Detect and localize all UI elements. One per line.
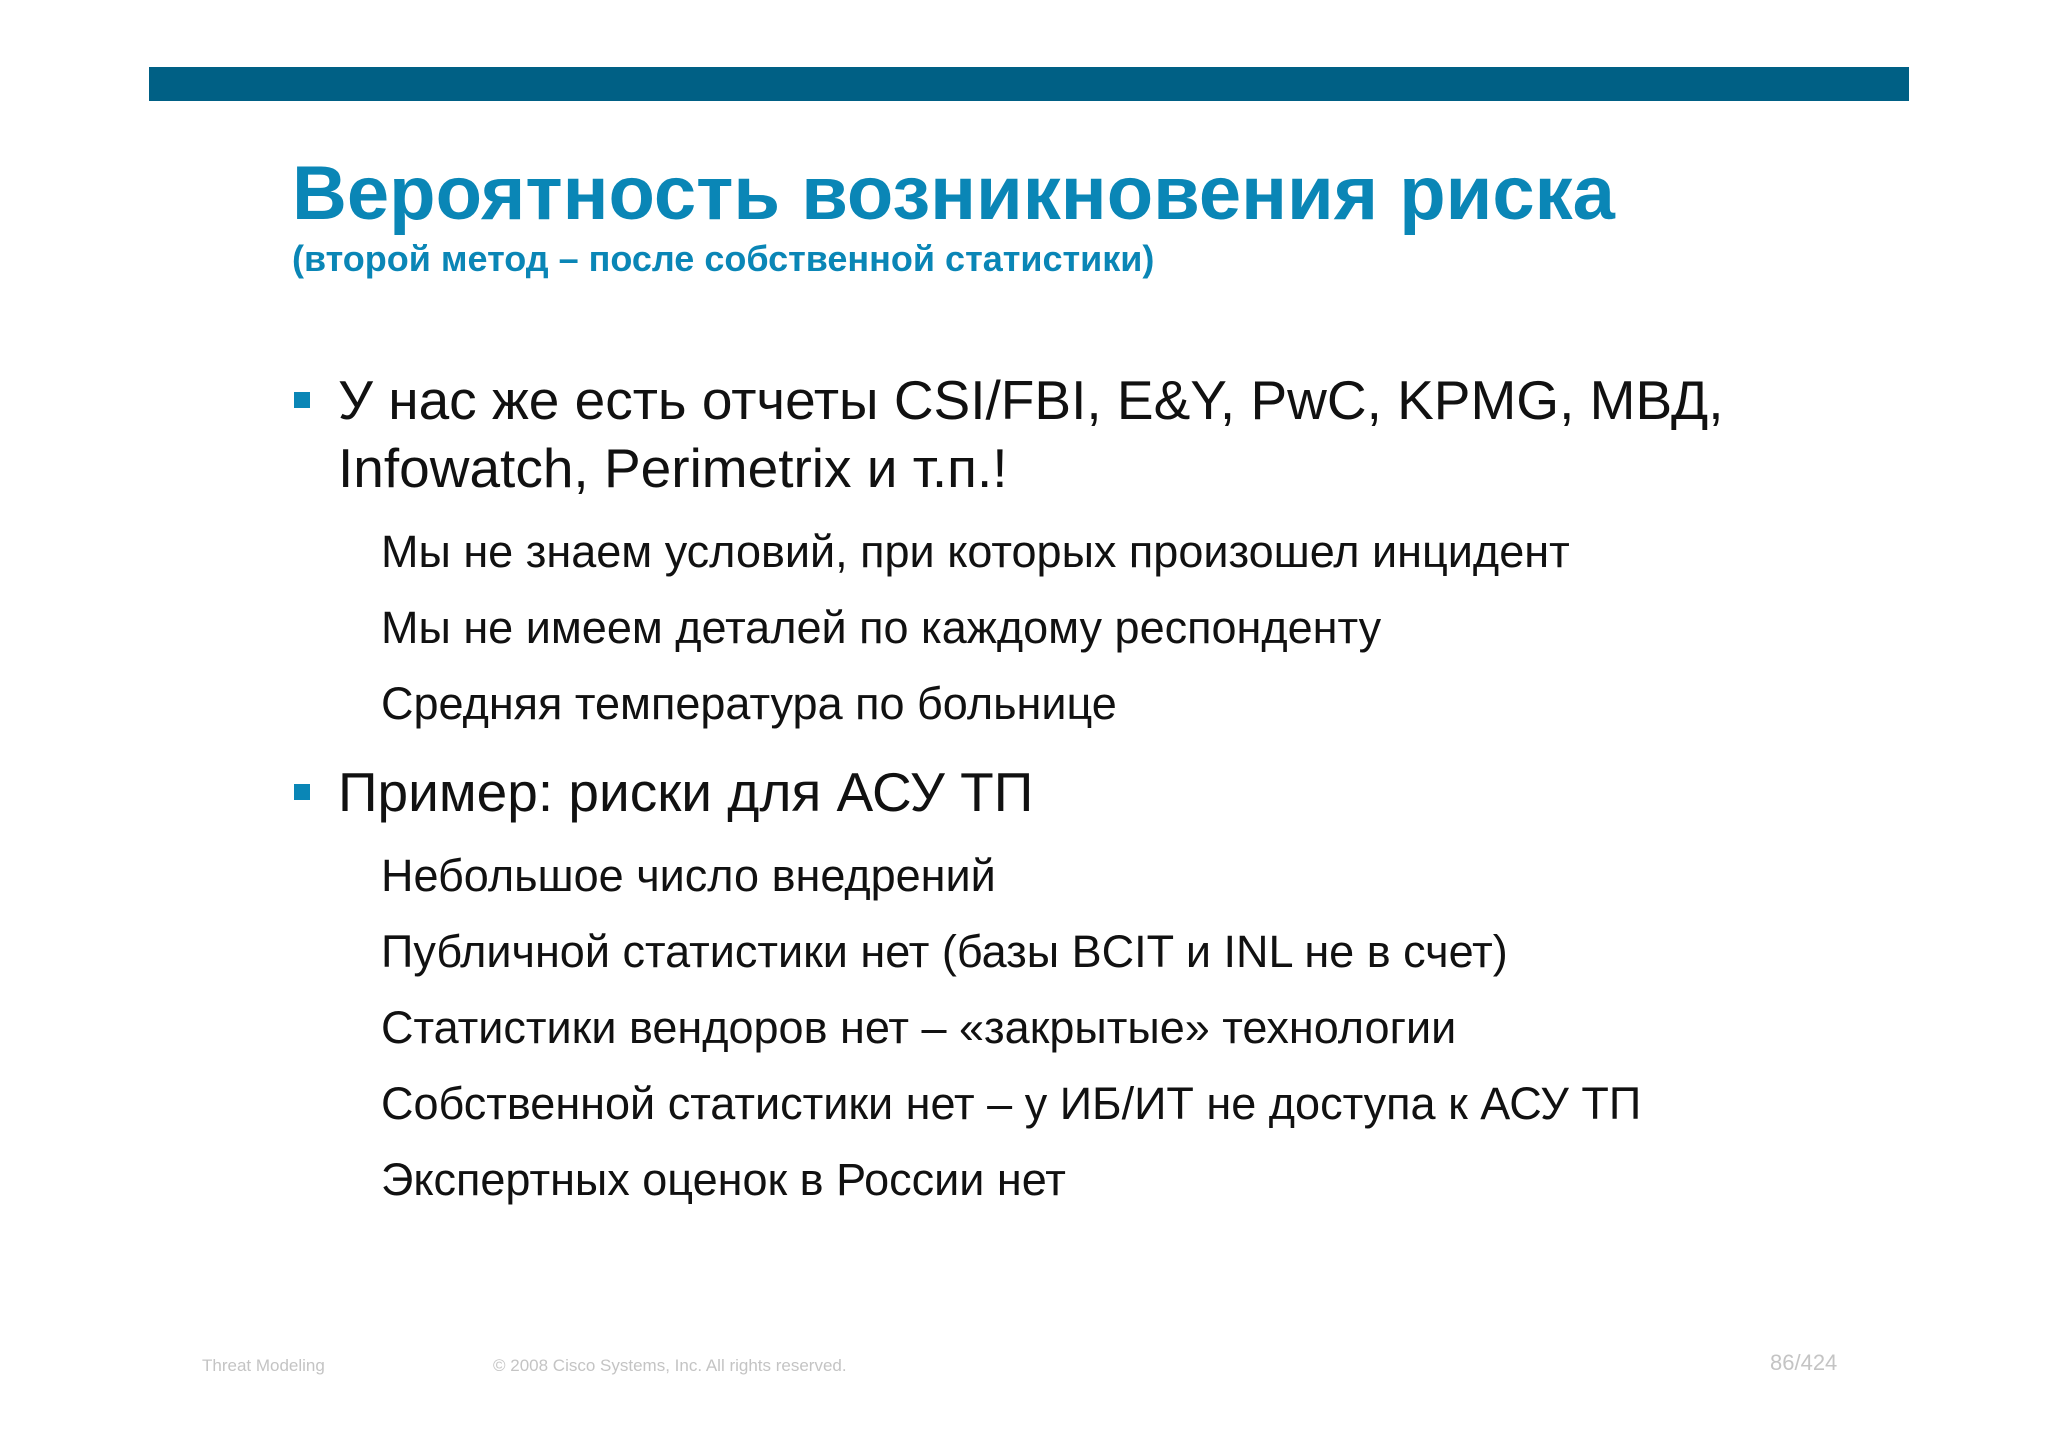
sub-item: Мы не имеем деталей по каждому респонденту: [381, 602, 1382, 653]
bullet-text: У нас же есть отчеты CSI/FBI, E&Y, PwC, KPMG, МВД, Infowatch, Perimetrix и т.п.!: [338, 369, 1724, 499]
sub-item: Мы не знаем условий, при которых произошел инцидент: [381, 526, 1570, 577]
sub-item: Собственной статистики нет – у ИБ/ИТ не доступа к АСУ ТП: [381, 1078, 1642, 1129]
slide-title: Вероятность возникновения риска: [292, 151, 1615, 236]
sub-item: Экспертных оценок в России нет: [381, 1154, 1066, 1205]
bullet-item: [294, 366, 1854, 502]
sub-item: Средняя температура по больнице: [381, 678, 1117, 729]
bullet-text: Пример: риски для АСУ ТП: [338, 761, 1034, 823]
slide-content: [294, 366, 1854, 1218]
sub-list: [294, 514, 1854, 742]
footer-copyright: © 2008 Cisco Systems, Inc. All rights reserved.: [493, 1356, 847, 1375]
page-number: 86/424: [1770, 1350, 1838, 1375]
bullet-item: [294, 758, 1854, 826]
slide-subtitle: (второй метод – после собственной статистики): [292, 238, 1155, 279]
bullet-group-2: [294, 758, 1854, 1218]
sub-item: Статистики вендоров нет – «закрытые» технологии: [381, 1002, 1457, 1053]
sub-item: Публичной статистики нет (базы BCIT и INL не в счет): [381, 926, 1508, 977]
sub-list: [294, 838, 1854, 1218]
footer-left-text: Threat Modeling: [202, 1356, 325, 1375]
sub-item: Небольшое число внедрений: [381, 850, 996, 901]
header-bar: [149, 67, 1909, 101]
bullet-group-1: [294, 366, 1854, 742]
square-bullet-icon: [294, 392, 310, 408]
square-bullet-icon: [294, 784, 310, 800]
